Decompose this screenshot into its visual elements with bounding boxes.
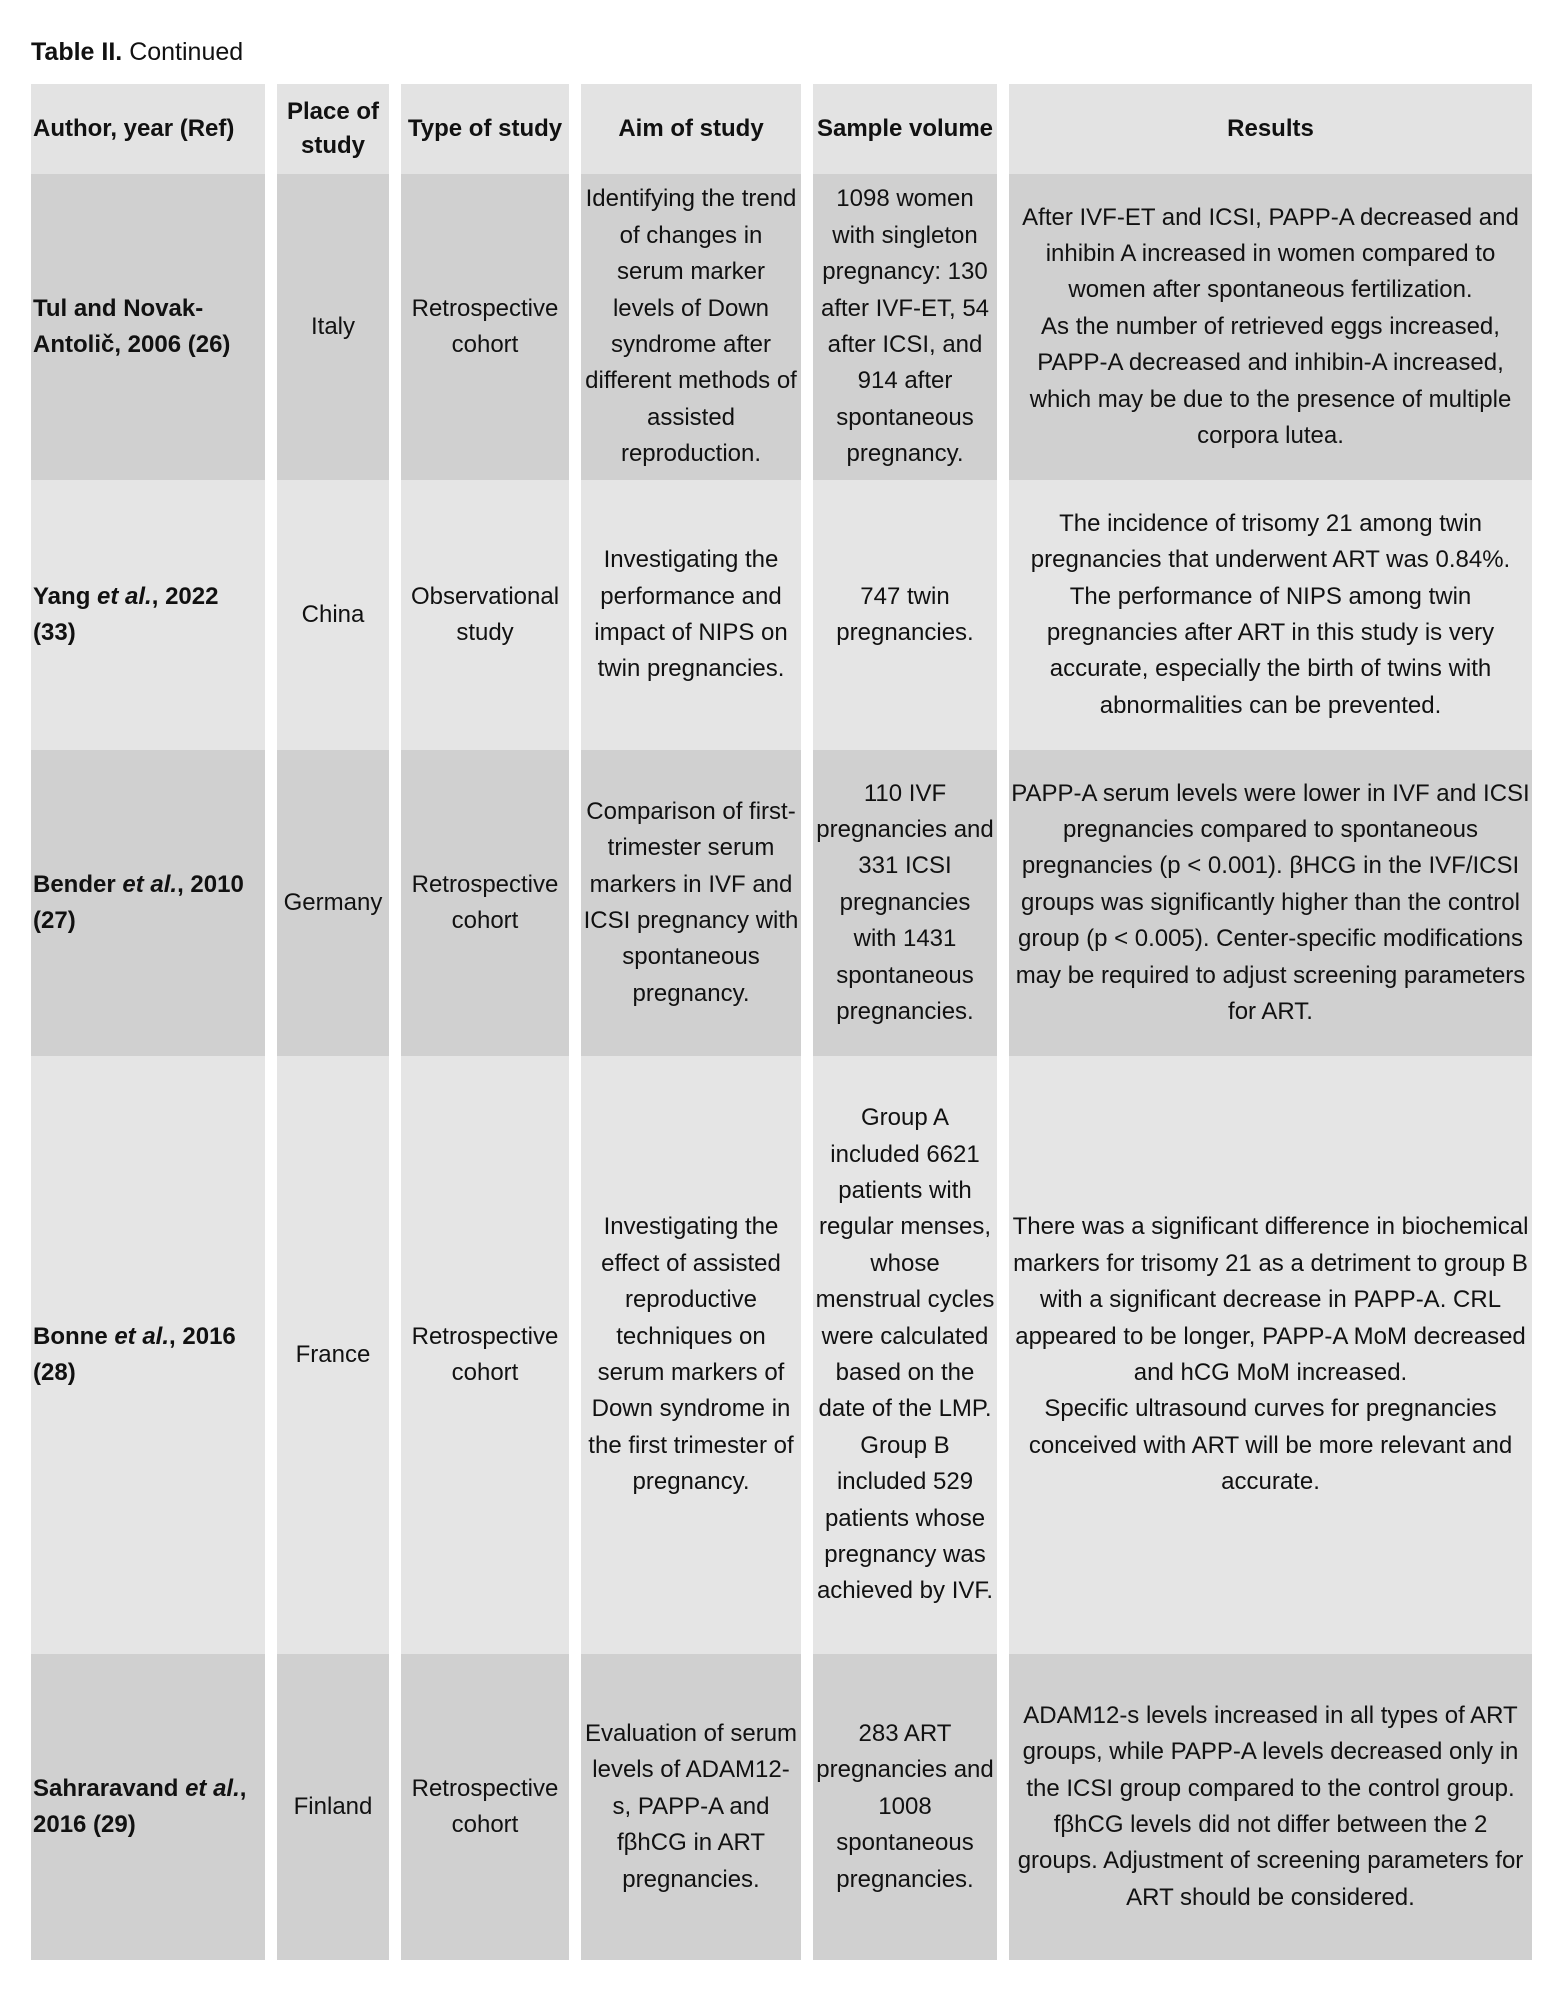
cell-results — [1009, 480, 1532, 750]
cell-results — [1009, 750, 1532, 1056]
results-paragraph: After IVF-ET and ICSI, PAPP-A decreased and inhibin A increased in women compared to women after spontaneous fertilization. — [1022, 203, 1519, 304]
table-row — [31, 1056, 1532, 1654]
author-name: Tul and Novak-Antolič, 2006 (26) — [33, 294, 231, 358]
header-aim: Aim of study — [581, 84, 813, 174]
table-row — [31, 750, 1532, 1056]
author-year-ref: , 2022 (33) — [33, 582, 219, 646]
table-row — [31, 480, 1532, 750]
author-etal: et al. — [122, 870, 178, 898]
cell-type: Retrospective cohort — [401, 1056, 581, 1654]
cell-author — [31, 1056, 277, 1654]
results-paragraph: ADAM12-s levels increased in all types of ART groups, while PAPP-A levels decreased only in the ICSI group compared to the control group. fβhCG levels did not differ between the 2 groups. Adjustment of screening parameters for ART should be considered. — [1017, 1701, 1524, 1911]
cell-results — [1009, 174, 1532, 480]
cell-aim: Comparison of first-trimester serum markers in IVF and ICSI pregnancy with spontaneous pregnancy. — [581, 750, 813, 1056]
table-caption-label: Table II. — [31, 38, 123, 66]
header-results: Results — [1009, 84, 1532, 174]
cell-type: Retrospective cohort — [401, 1654, 581, 1960]
cell-type: Observational study — [401, 480, 581, 750]
header-type: Type of study — [401, 84, 581, 174]
table-caption — [31, 36, 243, 68]
cell-aim: Investigating the performance and impact of NIPS on twin pregnancies. — [581, 480, 813, 750]
studies-table — [31, 84, 1532, 1960]
author-year-ref: , 2016 (28) — [33, 1322, 236, 1386]
author-etal: et al. — [97, 582, 152, 610]
cell-author — [31, 750, 277, 1056]
header-sample: Sample volume — [813, 84, 1009, 174]
cell-results — [1009, 1654, 1532, 1960]
cell-sample: 283 ART pregnancies and 1008 spontaneous pregnancies. — [813, 1654, 1009, 1960]
cell-sample: 110 IVF pregnancies and 331 ICSI pregnancies with 1431 spontaneous pregnancies. — [813, 750, 1009, 1056]
cell-aim: Identifying the trend of changes in serum marker levels of Down syndrome after different methods of assisted reproduction. — [581, 174, 813, 480]
header-author: Author, year (Ref) — [31, 84, 277, 174]
cell-sample: 1098 women with singleton pregnancy: 130 after IVF-ET, 54 after ICSI, and 914 after spontaneous pregnancy. — [813, 174, 1009, 480]
results-paragraph: The performance of NIPS among twin pregnancies after ART in this study is very accurate, especially the birth of twins with abnormalities can be prevented. — [1046, 582, 1495, 719]
cell-type: Retrospective cohort — [401, 174, 581, 480]
author-etal: et al. — [185, 1774, 240, 1802]
cell-sample: Group A included 6621 patients with regular menses, whose menstrual cycles were calculated based on the date of the LMP. Group B included 529 patients whose pregnancy was achieved by IVF. — [813, 1056, 1009, 1654]
cell-place: Germany — [277, 750, 401, 1056]
results-paragraph: The incidence of trisomy 21 among twin pregnancies that underwent ART was 0.84%. — [1030, 509, 1511, 574]
cell-aim: Investigating the effect of assisted reproductive techniques on serum markers of Down syndrome in the first trimester of pregnancy. — [581, 1056, 813, 1654]
author-name: Bonne — [33, 1322, 115, 1350]
results-paragraph: As the number of retrieved eggs increased, PAPP-A decreased and inhibin-A increased, which may be due to the presence of multiple corpora lutea. — [1029, 312, 1512, 450]
author-name: Yang — [33, 582, 98, 610]
author-year-ref: , 2016 (29) — [33, 1774, 247, 1838]
cell-results — [1009, 1056, 1532, 1654]
cell-place: Italy — [277, 174, 401, 480]
cell-sample: 747 twin pregnancies. — [813, 480, 1009, 750]
cell-author — [31, 174, 277, 480]
author-name: Bender — [33, 870, 123, 898]
cell-aim: Evaluation of serum levels of ADAM12-s, PAPP-A and fβhCG in ART pregnancies. — [581, 1654, 813, 1960]
author-name: Sahraravand — [33, 1774, 186, 1802]
author-year-ref: , 2010 (27) — [33, 870, 244, 934]
results-paragraph: Specific ultrasound curves for pregnancies conceived with ART will be more relevant and accurate. — [1028, 1395, 1513, 1496]
table-row — [31, 1654, 1532, 1960]
results-paragraph: PAPP-A serum levels were lower in IVF and ICSI pregnancies compared to spontaneous pregnancies (p < 0.001). βHCG in the IVF/ICSI groups was significantly higher than the control group (p < 0.005). Center-specific modifications may be required to adjust screening parameters for ART. — [1011, 779, 1530, 1026]
author-etal: et al. — [114, 1322, 170, 1350]
cell-place: China — [277, 480, 401, 750]
table-caption-text: Continued — [129, 38, 244, 66]
cell-author — [31, 480, 277, 750]
cell-type: Retrospective cohort — [401, 750, 581, 1056]
header-place: Place of study — [277, 84, 401, 174]
header-row — [31, 84, 1532, 174]
results-paragraph: There was a significant difference in biochemical markers for trisomy 21 as a detriment to group B with a significant decrease in PAPP-A. CRL appeared to be longer, PAPP-A MoM decreased and hCG MoM increased. — [1012, 1213, 1529, 1386]
cell-author — [31, 1654, 277, 1960]
table-row — [31, 174, 1532, 480]
cell-place: France — [277, 1056, 401, 1654]
cell-place: Finland — [277, 1654, 401, 1960]
